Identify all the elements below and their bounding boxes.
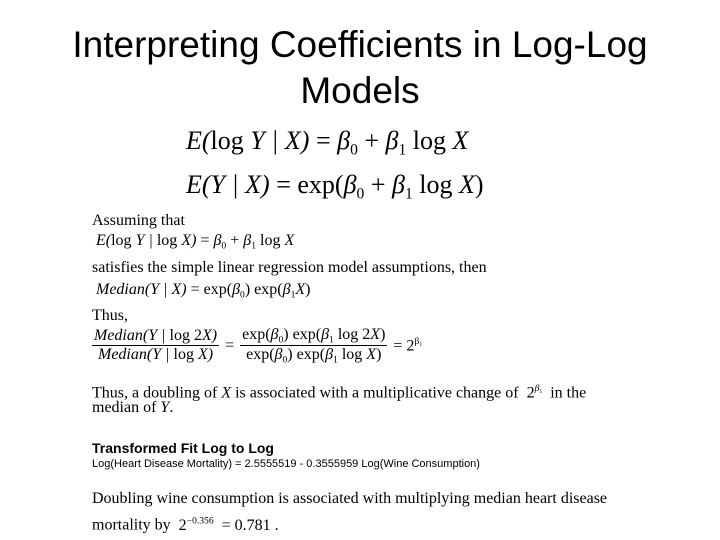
- title-line-1: Interpreting Coefficients in Log-Log: [72, 24, 648, 65]
- fit-heading: Transformed Fit Log to Log: [92, 440, 274, 456]
- median-equation: Median(Y | $X) = \exp(\beta_0)$ $\exp(\beta_1X)$: [96, 281, 311, 301]
- slide-title: [0, 22, 720, 114]
- conclusion-line-2: mortality by $2^{-0.356} = 0.781$ .: [92, 515, 279, 534]
- equation-2: E(Y | $X) = \exp(\beta_0 + \beta_1$ log X): [186, 170, 484, 203]
- thus-text: Thus,: [92, 307, 128, 324]
- satisfies-text: satisfies the simple linear regression model assumptions, then: [92, 259, 487, 276]
- conclusion-exponent: −0.356: [186, 515, 214, 526]
- conclusion-result: = 0.781 .: [221, 516, 279, 534]
- condition-equation: E(log Y | $\log X) = \beta_0 + \beta_1$ log X: [96, 232, 295, 252]
- title-line-2: Models: [300, 70, 420, 111]
- doubling-line-2: median of Y.: [92, 399, 174, 416]
- ratio-right-fraction: $\frac{\exp(\beta_0) \exp(\beta_1 \log 2X)}{\exp(\beta_0) \exp(\beta_1 \log X)}$: [242, 326, 386, 366]
- equation-1: E(log Y | $X) = \beta_0 + \beta_1$ log X: [186, 126, 469, 159]
- conclusion-lead: mortality by: [92, 516, 171, 534]
- assuming-text: Assuming that: [92, 212, 185, 229]
- fit-equation: Log(Heart Disease Mortality) = 2.5555519 - 0.3555959 Log(Wine Consumption): [92, 458, 480, 470]
- conclusion-line-1: Doubling wine consumption is associated with multiplying median heart disease: [92, 490, 608, 507]
- ratio-left-fraction: $\frac{\text{Median(Y | log 2X)}}{\text{Median(Y | log X)}}$: [94, 327, 218, 364]
- ratio-equation: $\frac{\text{Median(Y | log 2X)}}{\text{Median(Y | log X)}}$ = $\frac{\exp(\beta_0) \exp(\beta_1 \log 2X)}{\exp(\beta_0) \exp(\beta_1 \log X)}$ = $2^{\beta_1}$: [94, 326, 423, 366]
- doubling-line-1: Thus, a doubling of X is associated with a multiplicative change of $2^{\beta_1}$ in the: [92, 383, 587, 402]
